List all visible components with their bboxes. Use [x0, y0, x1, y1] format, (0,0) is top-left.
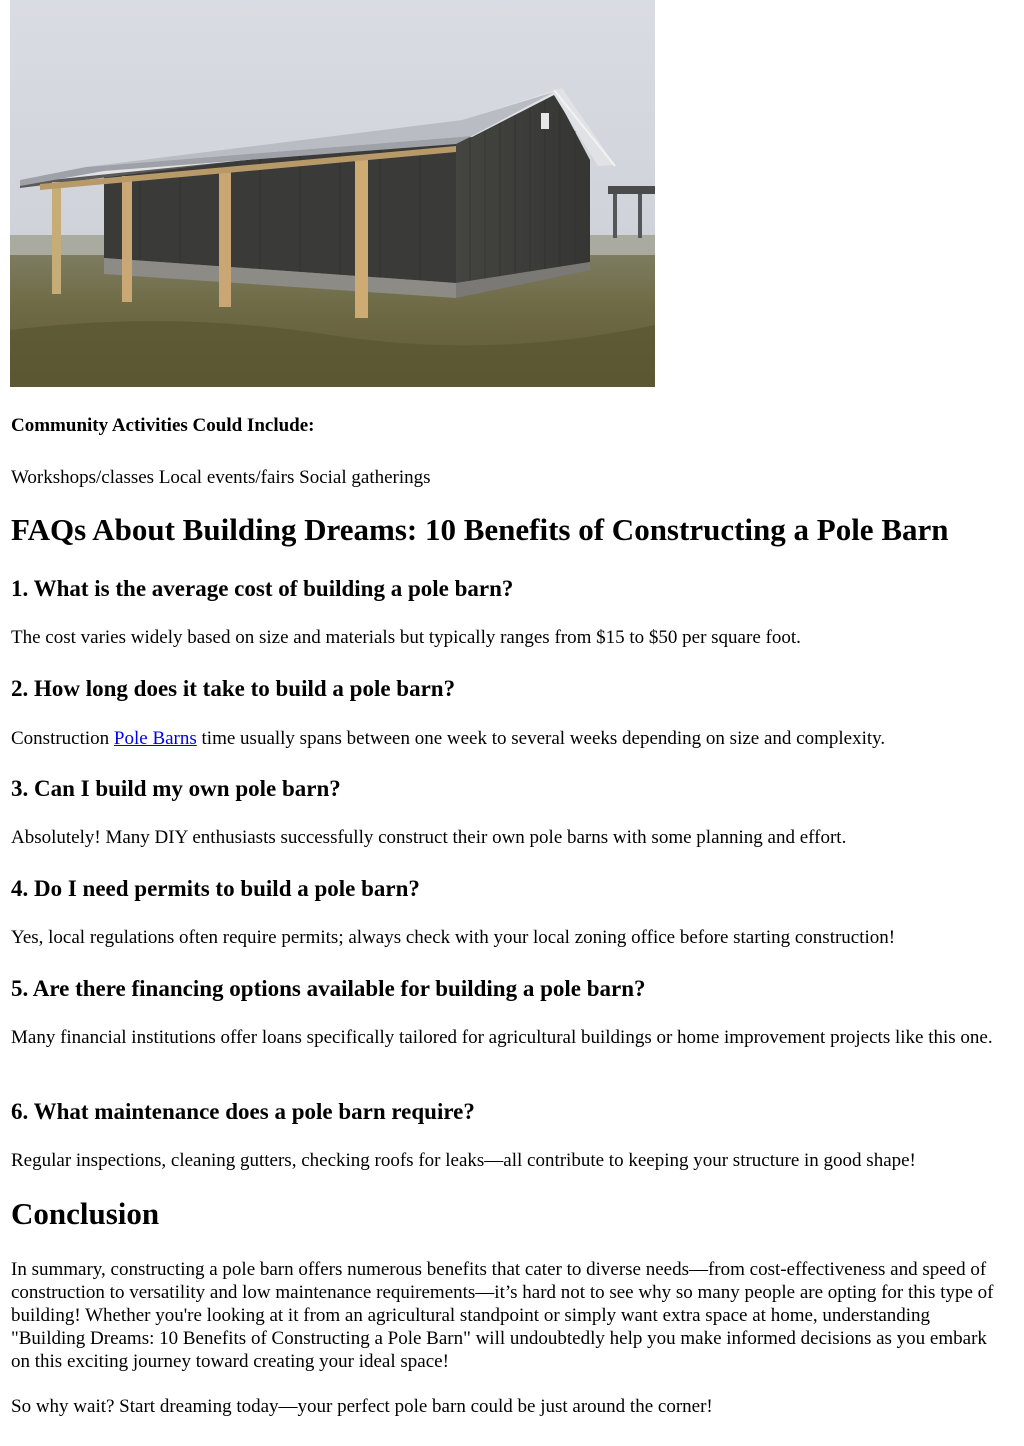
community-activities-list: Workshops/classes Local events/fairs Social gatherings	[11, 467, 431, 488]
faq-answer-2	[11, 727, 885, 750]
faq-question-5: 5. Are there financing options available for building a pole barn?	[11, 976, 646, 1001]
faq-answer-6: Regular inspections, cleaning gutters, checking roofs for leaks—all contribute to keeping your structure in good shape!	[11, 1150, 916, 1171]
conclusion-closing: So why wait? Start dreaming today—your perfect pole barn could be just around the corner!	[11, 1396, 713, 1417]
faq-question-1: 1. What is the average cost of building a pole barn?	[11, 576, 514, 601]
faq-answer-4: Yes, local regulations often require permits; always check with your local zoning office before starting construction!	[11, 927, 896, 948]
community-activities-heading: Community Activities Could Include:	[11, 415, 315, 436]
faq-question-6: 6. What maintenance does a pole barn require?	[11, 1099, 475, 1124]
faq-question-2: 2. How long does it take to build a pole barn?	[11, 676, 456, 701]
pole-barn-photo	[10, 0, 655, 387]
faq-title: FAQs About Building Dreams: 10 Benefits of Constructing a Pole Barn	[11, 512, 949, 547]
conclusion-paragraph: In summary, constructing a pole barn offers numerous benefits that cater to diverse needs—from cost-effectiveness and speed of construction to versatility and low maintenance requirements—it’s hard not to see why so many people are opting for this type of building! Whether you're looking at it from an agricultural standpoint or simply want extra space at home, understanding "Building Dreams: 10 Benefits of Constructing a Pole Barn" will undoubtedly help you make informed decisions as you embark on this exciting journey toward creating your ideal space!	[11, 1259, 994, 1372]
faq-question-4: 4. Do I need permits to build a pole barn?	[11, 876, 420, 901]
faq-answer-3: Absolutely! Many DIY enthusiasts successfully construct their own pole barns with some planning and effort.	[11, 827, 847, 848]
pole-barns-link[interactable]: Pole Barns	[113, 728, 197, 749]
faq-answer-5: Many financial institutions offer loans specifically tailored for agricultural buildings or home improvement projects like this one.	[11, 1027, 993, 1048]
faq-answer-2-text-before: Construction	[11, 728, 114, 749]
faq-answer-1: The cost varies widely based on size and materials but typically ranges from $15 to $50 per square foot.	[11, 627, 801, 648]
conclusion-title: Conclusion	[11, 1196, 160, 1231]
faq-question-3: 3. Can I build my own pole barn?	[11, 776, 341, 801]
faq-answer-2-text-after: time usually spans between one week to several weeks depending on size and complexity.	[196, 728, 886, 749]
